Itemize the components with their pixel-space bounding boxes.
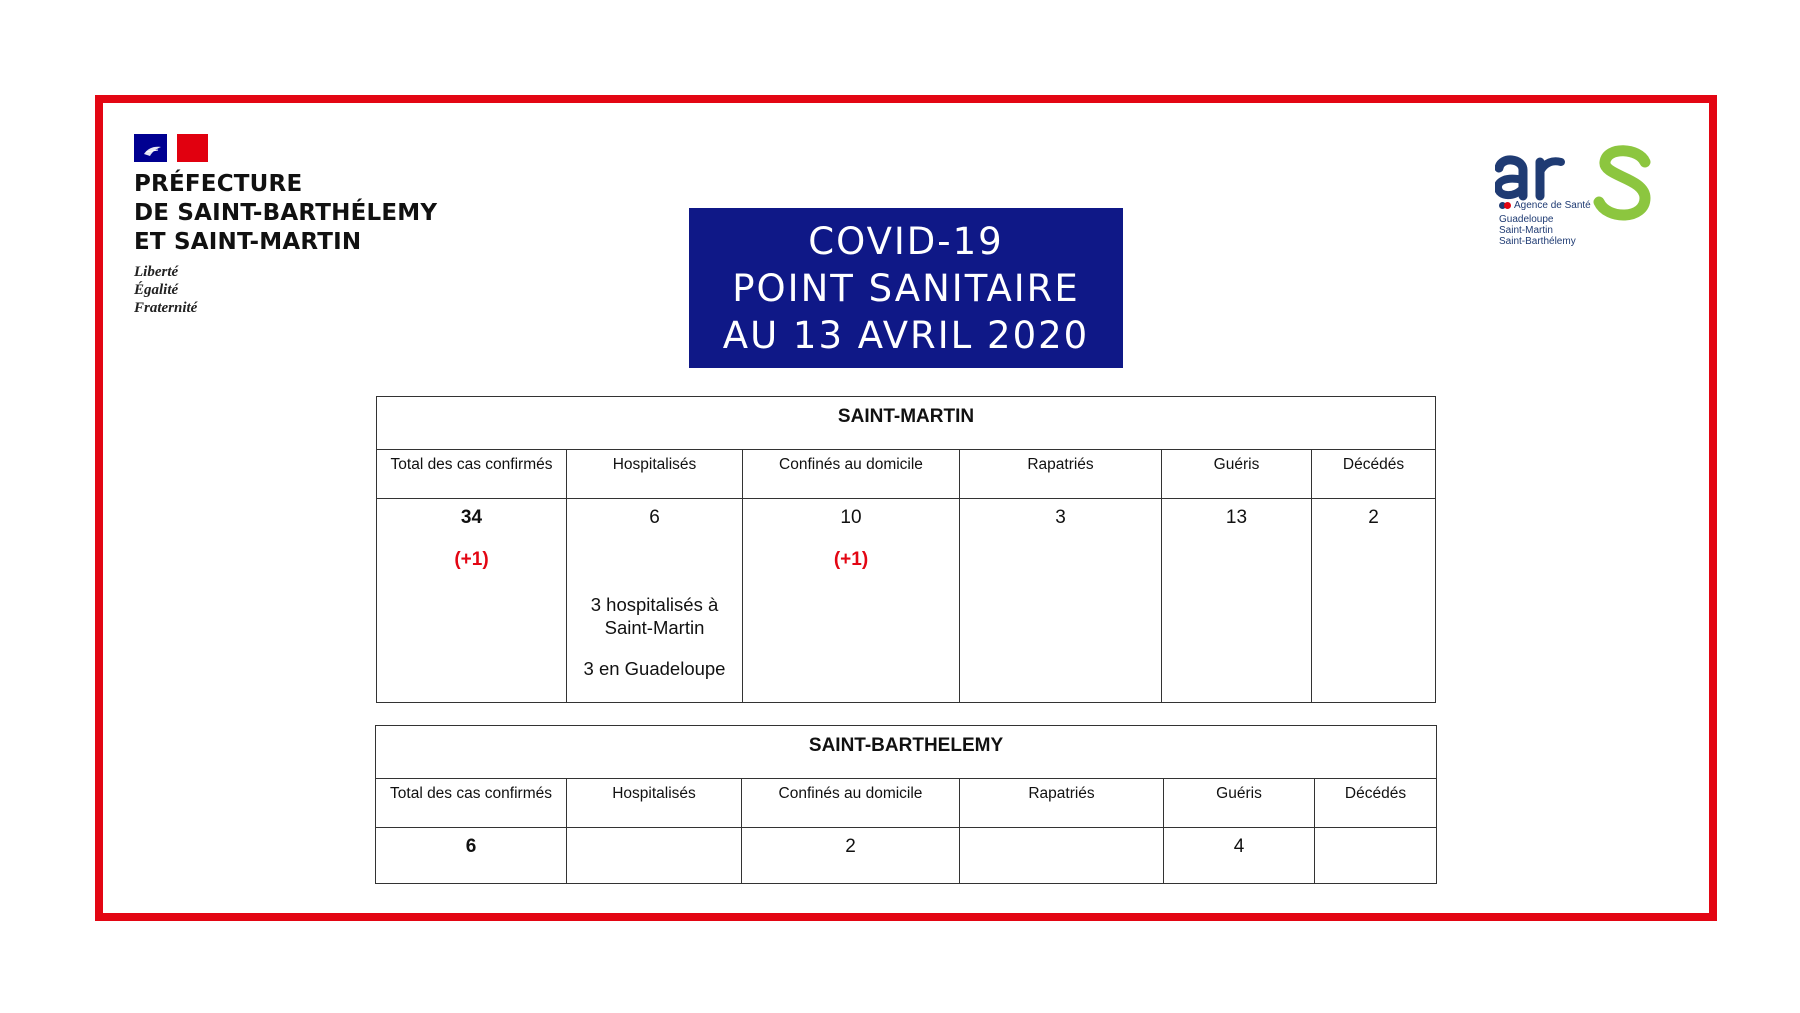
value-recovered: 13 [1225,507,1248,528]
column-header: Rapatriés [960,779,1164,828]
cell-home-confined [743,499,960,703]
prefecture-name [134,170,437,257]
ars-logo [1495,140,1665,255]
column-header: Hospitalisés [567,450,743,499]
prefecture-name-line: ET SAINT-MARTIN [134,229,362,255]
value-total-confirmed: 34 [460,507,483,528]
document-title [689,208,1123,368]
value-hospitalized: 6 [649,507,660,528]
value-recovered: 4 [1164,828,1315,884]
column-header: Confinés au domicile [742,779,960,828]
region-title: SAINT-MARTIN [377,397,1436,450]
column-header: Total des cas confirmés [376,779,567,828]
title-line: AU 13 AVRIL 2020 [722,313,1090,357]
republic-motto [134,263,437,317]
ars-region: Saint-Barthélemy [1499,236,1576,247]
value-deceased: 2 [1368,507,1379,528]
cell-hospitalized [567,499,743,703]
value-repatriated: 3 [1055,507,1066,528]
motto-line: Liberté [134,264,179,280]
value-home-confined: 2 [742,828,960,884]
note-hospitalized-saint-martin: 3 hospitalisés à Saint-Martin [590,594,719,638]
table-saint-barthelemy [375,725,1437,884]
ars-regions [1499,214,1576,247]
marianne-flag-logo [134,134,208,162]
delta-total-confirmed: (+1) [454,549,489,570]
column-header: Hospitalisés [567,779,742,828]
prefecture-block [134,134,437,317]
value-hospitalized [567,828,742,884]
prefecture-name-line: DE SAINT-BARTHÉLEMY [134,200,438,226]
cell-total-confirmed [377,499,567,703]
value-total-confirmed: 6 [376,828,567,884]
motto-line: Fraternité [134,300,198,316]
column-header: Guéris [1162,450,1312,499]
value-repatriated [960,828,1164,884]
ars-agence-label: Agence de Santé [1514,200,1591,211]
title-line: COVID-19 [808,219,1004,263]
dot-icon [1504,202,1511,209]
column-header: Décédés [1315,779,1437,828]
ars-region: Guadeloupe [1499,214,1554,225]
motto-line: Égalité [134,282,179,298]
cell-deceased [1312,499,1436,703]
value-deceased [1315,828,1437,884]
region-title: SAINT-BARTHELEMY [376,726,1437,779]
column-header: Rapatriés [960,450,1162,499]
table-saint-martin [376,396,1436,703]
column-header: Guéris [1164,779,1315,828]
delta-home-confined: (+1) [833,549,869,570]
note-hospitalized-guadeloupe: 3 en Guadeloupe [583,658,726,679]
column-header: Confinés au domicile [743,450,960,499]
column-header: Décédés [1312,450,1436,499]
column-header: Total des cas confirmés [377,450,567,499]
ars-region: Saint-Martin [1499,225,1553,236]
cell-recovered [1162,499,1312,703]
value-home-confined: 10 [840,507,862,528]
ars-agence [1499,200,1591,211]
title-line: POINT SANITAIRE [732,266,1080,310]
prefecture-name-line: PRÉFECTURE [134,171,303,197]
cell-repatriated [960,499,1162,703]
